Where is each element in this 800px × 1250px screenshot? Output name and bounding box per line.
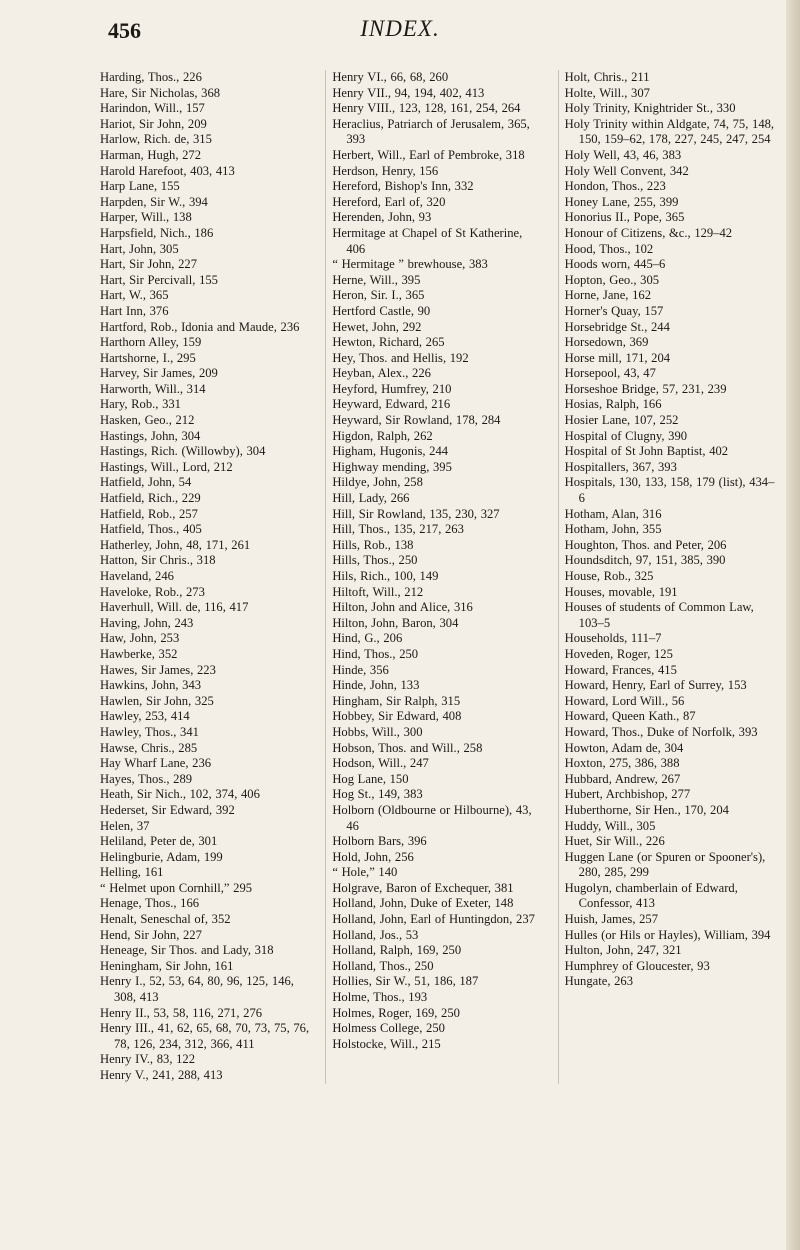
index-entry: Horse mill, 171, 204 (564, 350, 671, 365)
index-entry: Hugolyn, chamberlain of Edward, Confessor, 413 (564, 880, 738, 911)
index-entry: Hereford, Earl of, 320 (332, 194, 446, 209)
index-entry: Herne, Will., 395 (332, 272, 421, 287)
index-entry: Horsepool, 43, 47 (564, 366, 656, 381)
index-entry: Holland, Thos., 250 (332, 958, 434, 973)
index-entry: Heyward, Edward, 216 (332, 397, 451, 412)
index-entry: Holland, John, Duke of Exeter, 148 (332, 896, 514, 911)
index-entry: Harold Harefoot, 403, 413 (100, 163, 235, 178)
index-entry: Hilton, John, Baron, 304 (332, 615, 459, 630)
index-entry: Henry I., 52, 53, 64, 80, 96, 125, 146, 308, 413 (100, 974, 294, 1005)
index-entry: Helingburie, Adam, 199 (100, 849, 223, 864)
index-entry: Hertford Castle, 90 (332, 303, 431, 318)
index-entry: Hill, Sir Rowland, 135, 230, 327 (332, 506, 500, 521)
index-entry: Harthorn Alley, 159 (100, 335, 202, 350)
page-edge (786, 0, 800, 1250)
index-entry: Hobbs, Will., 300 (332, 724, 423, 739)
index-entry: Hospitals, 130, 133, 158, 179 (list), 434–6 (564, 475, 775, 506)
index-entry: House, Rob., 325 (564, 569, 654, 583)
index-entry: Hewet, John, 292 (332, 319, 422, 334)
index-entry: Hart, John, 305 (100, 241, 179, 256)
index-entry: Hill, Lady, 266 (332, 491, 410, 506)
index-entry: Henry VI., 66, 68, 260 (332, 70, 449, 84)
index-entry: Holland, John, Earl of Huntingdon, 237 (332, 912, 535, 927)
index-entry: “ Helmet upon Cornhill,” 295 (100, 880, 253, 895)
index-entry: Hils, Rich., 100, 149 (332, 569, 439, 583)
index-entry: Howard, Henry, Earl of Surrey, 153 (564, 678, 747, 693)
index-entry: Huberthorne, Sir Hen., 170, 204 (564, 802, 729, 817)
index-entry: Having, John, 243 (100, 615, 194, 630)
index-entry: Horner's Quay, 157 (564, 303, 664, 318)
index-entry: Hawkins, John, 343 (100, 678, 202, 693)
index-entry: Henage, Thos., 166 (100, 896, 200, 911)
index-entry: Herdson, Henry, 156 (332, 163, 439, 178)
index-entry: Holborn (Oldbourne or Hilbourne), 43, 46 (332, 802, 532, 833)
index-entry: Howard, Lord Will., 56 (564, 693, 685, 708)
index-entry: Houndsditch, 97, 151, 385, 390 (564, 553, 726, 568)
index-entry: Holy Well, 43, 46, 383 (564, 147, 682, 162)
index-entry: Hay Wharf Lane, 236 (100, 756, 212, 771)
index-entry: Hoods worn, 445–6 (564, 257, 666, 272)
index-entry: Hulton, John, 247, 321 (564, 943, 682, 958)
index-entry: Holy Trinity within Aldgate, 74, 75, 148, 150, 159–62, 178, 227, 245, 247, 254 (564, 116, 775, 147)
index-entry: Hosier Lane, 107, 252 (564, 413, 679, 428)
index-entry: Hood, Thos., 102 (564, 241, 654, 256)
index-entry: Herbert, Will., Earl of Pembroke, 318 (332, 147, 525, 162)
index-entry: Herenden, John, 93 (332, 210, 432, 225)
index-entry: Hewton, Richard, 265 (332, 335, 445, 350)
index-column-2 (325, 70, 543, 1084)
index-entry: Holy Well Convent, 342 (564, 163, 689, 178)
index-entry: Hatfield, John, 54 (100, 475, 192, 490)
index-entry: Heneage, Sir Thos. and Lady, 318 (100, 943, 274, 958)
index-entry: Huish, James, 257 (564, 912, 659, 927)
index-entry: Hills, Rob., 138 (332, 537, 414, 552)
index-entry: Howton, Adam de, 304 (564, 740, 684, 755)
index-entry: Harman, Hugh, 272 (100, 147, 202, 162)
index-entry: Hey, Thos. and Hellis, 192 (332, 350, 469, 365)
index-entry: Holt, Chris., 211 (564, 70, 650, 84)
index-entry: Hills, Thos., 250 (332, 553, 418, 568)
index-entry: Hawberke, 352 (100, 646, 178, 661)
index-entry: Hatfield, Thos., 405 (100, 522, 202, 537)
index-columns (100, 70, 776, 1084)
index-entry: Hederset, Sir Edward, 392 (100, 802, 235, 817)
index-entry: Henry III., 41, 62, 65, 68, 70, 73, 75, 76, 78, 126, 234, 312, 366, 411 (100, 1021, 310, 1051)
index-entry: Hartshorne, I., 295 (100, 350, 196, 365)
index-entry: Henalt, Seneschal of, 352 (100, 912, 231, 927)
index-entry: Holland, Ralph, 169, 250 (332, 943, 462, 958)
index-entry: Henry V., 241, 288, 413 (100, 1068, 223, 1082)
index-entry: Hary, Rob., 331 (100, 397, 181, 412)
index-entry: Hubert, Archbishop, 277 (564, 787, 691, 802)
index-entry: Heraclius, Patriarch of Jerusalem, 365, 393 (332, 116, 530, 147)
index-entry: Harlow, Rich. de, 315 (100, 132, 212, 147)
index-entry: Holmes, Roger, 169, 250 (332, 1005, 460, 1020)
index-entry: Holborn Bars, 396 (332, 834, 427, 849)
index-entry: “ Hermitage ” brewhouse, 383 (332, 257, 488, 272)
index-entry: Holmess College, 250 (332, 1021, 445, 1036)
index-entry: Heliland, Peter de, 301 (100, 834, 218, 849)
index-entry: Humphrey of Gloucester, 93 (564, 958, 710, 973)
index-entry: Hastings, John, 304 (100, 428, 201, 443)
index-entry: Holgrave, Baron of Exchequer, 381 (332, 880, 514, 895)
index-entry: Harding, Thos., 226 (100, 70, 202, 84)
index-entry: Hastings, Will., Lord, 212 (100, 459, 233, 474)
index-entry: Helling, 161 (100, 865, 164, 880)
index-entry: Heyward, Sir Rowland, 178, 284 (332, 413, 501, 428)
index-entry: Harpsfield, Nich., 186 (100, 225, 214, 240)
index-entry: Horsedown, 369 (564, 335, 649, 350)
index-entry: Hawlen, Sir John, 325 (100, 693, 214, 708)
index-entry: Hawes, Sir James, 223 (100, 662, 216, 677)
index-entry: Honorius II., Pope, 365 (564, 210, 685, 225)
index-entry: Hasken, Geo., 212 (100, 413, 195, 428)
index-entry: Howard, Queen Kath., 87 (564, 709, 696, 724)
index-entry: Hawley, 253, 414 (100, 709, 190, 724)
index-entry: Hulles (or Hils or Hayles), William, 394 (564, 927, 771, 942)
index-entry: Harindon, Will., 157 (100, 101, 205, 116)
index-entry: Heron, Sir. I., 365 (332, 288, 425, 303)
index-entry: Hinde, John, 133 (332, 678, 420, 693)
index-entry: Hatfield, Rich., 229 (100, 491, 201, 506)
index-entry: Households, 111–7 (564, 631, 662, 646)
index-entry: Hart Inn, 376 (100, 303, 169, 318)
index-entry: Hend, Sir John, 227 (100, 927, 202, 942)
index-entry: Hodson, Will., 247 (332, 756, 429, 771)
index-entry: Hartford, Rob., Idonia and Maude, 236 (100, 319, 300, 334)
page-number: 456 (108, 18, 141, 43)
index-entry: Hingham, Sir Ralph, 315 (332, 693, 461, 708)
index-entry: Hatfield, Rob., 257 (100, 506, 198, 521)
index-entry: Holme, Thos., 193 (332, 990, 428, 1005)
index-entry: Haverhull, Will. de, 116, 417 (100, 600, 249, 615)
index-entry: Haw, John, 253 (100, 631, 180, 646)
running-head: INDEX. (360, 16, 440, 41)
index-entry: Hiltoft, Will., 212 (332, 584, 424, 599)
index-entry: Heath, Sir Nich., 102, 374, 406 (100, 787, 260, 802)
index-entry: Howard, Thos., Duke of Norfolk, 393 (564, 724, 758, 739)
index-entry: Huet, Sir Will., 226 (564, 834, 665, 849)
index-entry: Hawley, Thos., 341 (100, 724, 199, 739)
index-entry: Hopton, Geo., 305 (564, 272, 660, 287)
index-entry: Hog Lane, 150 (332, 771, 409, 786)
index-entry: Haveland, 246 (100, 569, 174, 583)
index-entry: Hind, Thos., 250 (332, 646, 419, 661)
index-entry: Harp Lane, 155 (100, 179, 180, 194)
index-entry: Holte, Will., 307 (564, 85, 650, 100)
index-entry: Houghton, Thos. and Peter, 206 (564, 537, 727, 552)
index-entry: Hospital of St John Baptist, 402 (564, 444, 729, 459)
index-entry: Hill, Thos., 135, 217, 263 (332, 522, 464, 537)
index-entry: Hawse, Chris., 285 (100, 740, 198, 755)
index-entry: Hatton, Sir Chris., 318 (100, 553, 216, 568)
index-entry: Hungate, 263 (564, 974, 634, 989)
index-entry: Hospital of Clugny, 390 (564, 428, 688, 443)
index-entry: Houses of students of Common Law, 103–5 (564, 600, 754, 630)
index-entry: Harworth, Will., 314 (100, 381, 206, 396)
index-entry: Huddy, Will., 305 (564, 818, 656, 833)
index-entry: Harvey, Sir James, 209 (100, 366, 218, 381)
index-entry: Hold, John, 256 (332, 849, 414, 864)
index-entry: Howard, Frances, 415 (564, 662, 677, 677)
index-entry: Helen, 37 (100, 818, 150, 833)
index-entry: Hereford, Bishop's Inn, 332 (332, 179, 474, 194)
index-entry: Hoveden, Roger, 125 (564, 646, 673, 661)
index-entry: Hobbey, Sir Edward, 408 (332, 709, 462, 724)
index-entry: Heyban, Alex., 226 (332, 366, 431, 381)
index-entry: Huggen Lane (or Spuren or Spooner's), 280, 285, 299 (564, 849, 766, 880)
index-entry: Hobson, Thos. and Will., 258 (332, 740, 483, 755)
index-entry: Hind, G., 206 (332, 631, 403, 646)
index-entry: Hart, Sir John, 227 (100, 257, 197, 272)
index-entry: Hotham, Alan, 316 (564, 506, 662, 521)
index-entry: Henry VII., 94, 194, 402, 413 (332, 85, 485, 100)
index-entry: Hare, Sir Nicholas, 368 (100, 85, 221, 100)
index-entry: Hermitage at Chapel of St Katherine, 406 (332, 225, 523, 256)
index-entry: Hatherley, John, 48, 171, 261 (100, 537, 251, 552)
index-entry: Haveloke, Rob., 273 (100, 584, 205, 599)
index-column-1 (100, 70, 311, 1084)
index-entry: Honey Lane, 255, 399 (564, 194, 679, 209)
index-entry: “ Hole,” 140 (332, 865, 398, 880)
index-entry: Holy Trinity, Knightrider St., 330 (564, 101, 736, 116)
index-entry: Hinde, 356 (332, 662, 389, 677)
index-entry: Holland, Jos., 53 (332, 927, 419, 942)
index-entry: Heningham, Sir John, 161 (100, 958, 234, 973)
index-entry: Hollies, Sir W., 51, 186, 187 (332, 974, 479, 989)
index-entry: Hog St., 149, 383 (332, 787, 423, 802)
index-entry: Hosias, Ralph, 166 (564, 397, 662, 412)
index-entry: Horsebridge St., 244 (564, 319, 670, 334)
index-entry: Hilton, John and Alice, 316 (332, 600, 473, 615)
index-entry: Horseshoe Bridge, 57, 231, 239 (564, 381, 727, 396)
index-entry: Hospitallers, 367, 393 (564, 459, 677, 474)
index-entry: Highway mending, 395 (332, 459, 452, 474)
index-entry: Heyford, Humfrey, 210 (332, 381, 452, 396)
index-entry: Henry II., 53, 58, 116, 271, 276 (100, 1005, 263, 1020)
index-entry: Hart, Sir Percivall, 155 (100, 272, 218, 287)
index-entry: Hondon, Thos., 223 (564, 179, 666, 194)
index-column-3 (558, 70, 776, 1084)
index-entry: Holstocke, Will., 215 (332, 1036, 441, 1051)
index-entry: Houses, movable, 191 (564, 584, 678, 599)
index-entry: Higdon, Ralph, 262 (332, 428, 433, 443)
index-entry: Horne, Jane, 162 (564, 288, 651, 303)
index-entry: Henry VIII., 123, 128, 161, 254, 264 (332, 101, 521, 116)
index-entry: Hariot, Sir John, 209 (100, 116, 207, 131)
index-entry: Hotham, John, 355 (564, 522, 662, 537)
index-entry: Hoxton, 275, 386, 388 (564, 756, 680, 771)
index-entry: Hayes, Thos., 289 (100, 771, 193, 786)
index-entry: Hart, W., 365 (100, 288, 169, 303)
index-entry: Harpden, Sir W., 394 (100, 194, 208, 209)
index-entry: Hubbard, Andrew, 267 (564, 771, 681, 786)
index-entry: Harper, Will., 138 (100, 210, 192, 225)
index-entry: Honour of Citizens, &c., 129–42 (564, 225, 733, 240)
index-entry: Hildye, John, 258 (332, 475, 423, 490)
index-entry: Henry IV., 83, 122 (100, 1052, 196, 1067)
index-entry: Hastings, Rich. (Willowby), 304 (100, 444, 266, 459)
index-entry: Higham, Hugonis, 244 (332, 444, 449, 459)
